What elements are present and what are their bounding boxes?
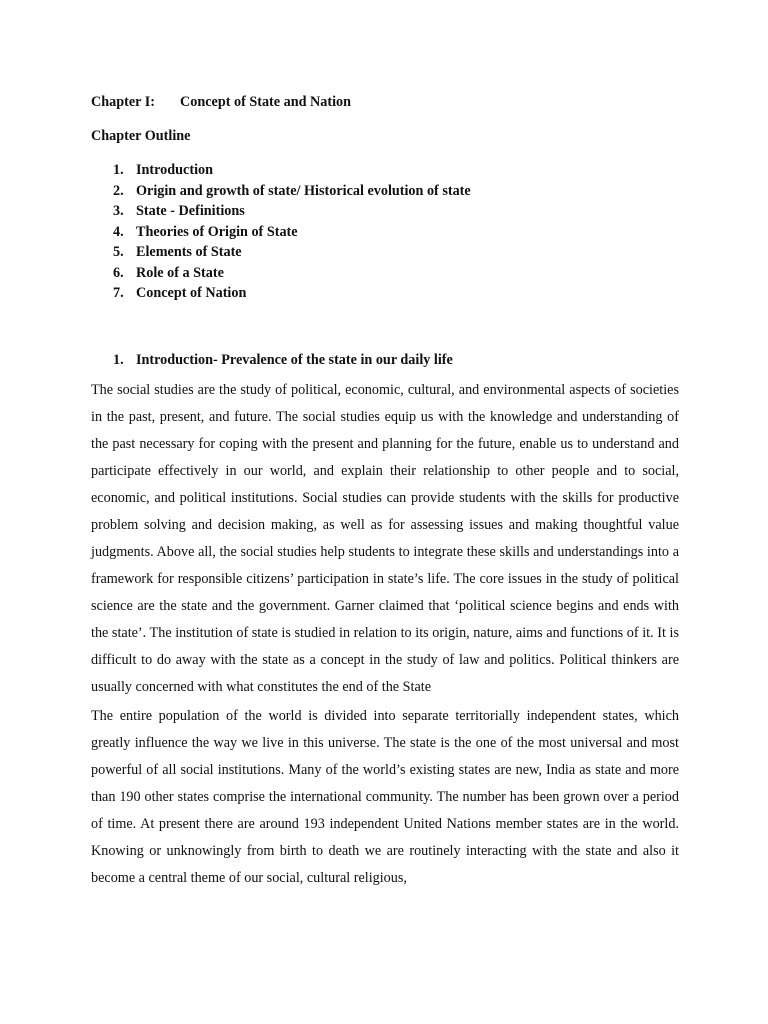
- outline-item-number: 2.: [113, 182, 124, 199]
- outline-item-text: Elements of State: [136, 244, 242, 260]
- chapter-title: Concept of State and Nation: [180, 94, 352, 110]
- chapter-heading: [91, 92, 679, 112]
- outline-title: Chapter Outline: [91, 128, 191, 144]
- outline-item-number: 6.: [113, 264, 124, 281]
- section-heading: [113, 350, 679, 370]
- outline-item-number: 5.: [113, 244, 124, 260]
- outline-item: [113, 222, 679, 243]
- outline-item-number: 3.: [113, 203, 124, 219]
- body-paragraph: The entire population of the world is divided into separate territorially independent states, which greatly influence the way we live in this universe. The state is the one of the most universal and most powerful of all social institutions. Many of the world’s existing states are new, India as state and more than 190 other states comprise the international community. The number has been grown over a period of time. At present there are around 193 independent United Nations member states are in the world. Knowing or unknowingly from birth to death we are routinely interacting with the state and also it become a central theme of our social, cultural religious,: [91, 707, 679, 886]
- outline-item: [113, 242, 679, 263]
- outline-item-number: 7.: [113, 285, 124, 301]
- section-number: 1.: [113, 351, 124, 368]
- outline-item-text: Introduction: [136, 162, 213, 178]
- section-title: Introduction- Prevalence of the state in our daily life: [136, 351, 453, 368]
- body-paragraph: The social studies are the study of political, economic, cultural, and environmental aspects of societies in the past, present, and future. The social studies equip us with the knowledge and understanding of the past necessary for coping with the present and planning for the future, enable us to understand and participate effectively in our world, and explain their relationship to other people and to social, economic, and political institutions. Social studies can provide students with the skills for productive problem solving and decision making, as well as for assessing issues and making thoughtful value judgments. Above all, the social studies help students to integrate these skills and understandings into a framework for responsible citizens’ participation in state’s life. The core issues in the study of political science are the state and the government. Garner claimed that ‘political science begins and ends with the state’. The institution of state is studied in relation to its origin, nature, aims and functions of it. It is difficult to do away with the state as a concept in the study of law and politics. Political thinkers are usually concerned with what constitutes the end of the State: [91, 381, 679, 695]
- outline-item: [113, 201, 679, 222]
- outline-item: [113, 263, 679, 284]
- outline-item-text: Origin and growth of state/ Historical evolution of state: [136, 182, 471, 199]
- outline-item: [113, 160, 679, 181]
- chapter-label: Chapter I:: [91, 94, 155, 110]
- outline-list: [91, 160, 679, 304]
- document-page: [91, 92, 679, 892]
- outline-item-text: Theories of Origin of State: [136, 223, 298, 240]
- outline-item-text: State - Definitions: [136, 203, 245, 219]
- outline-item-number: 4.: [113, 223, 124, 240]
- outline-item: [113, 283, 679, 304]
- outline-item-text: Role of a State: [136, 264, 224, 281]
- outline-item-text: Concept of Nation: [136, 285, 247, 301]
- outline-item-number: 1.: [113, 162, 124, 178]
- outline-item: [113, 181, 679, 202]
